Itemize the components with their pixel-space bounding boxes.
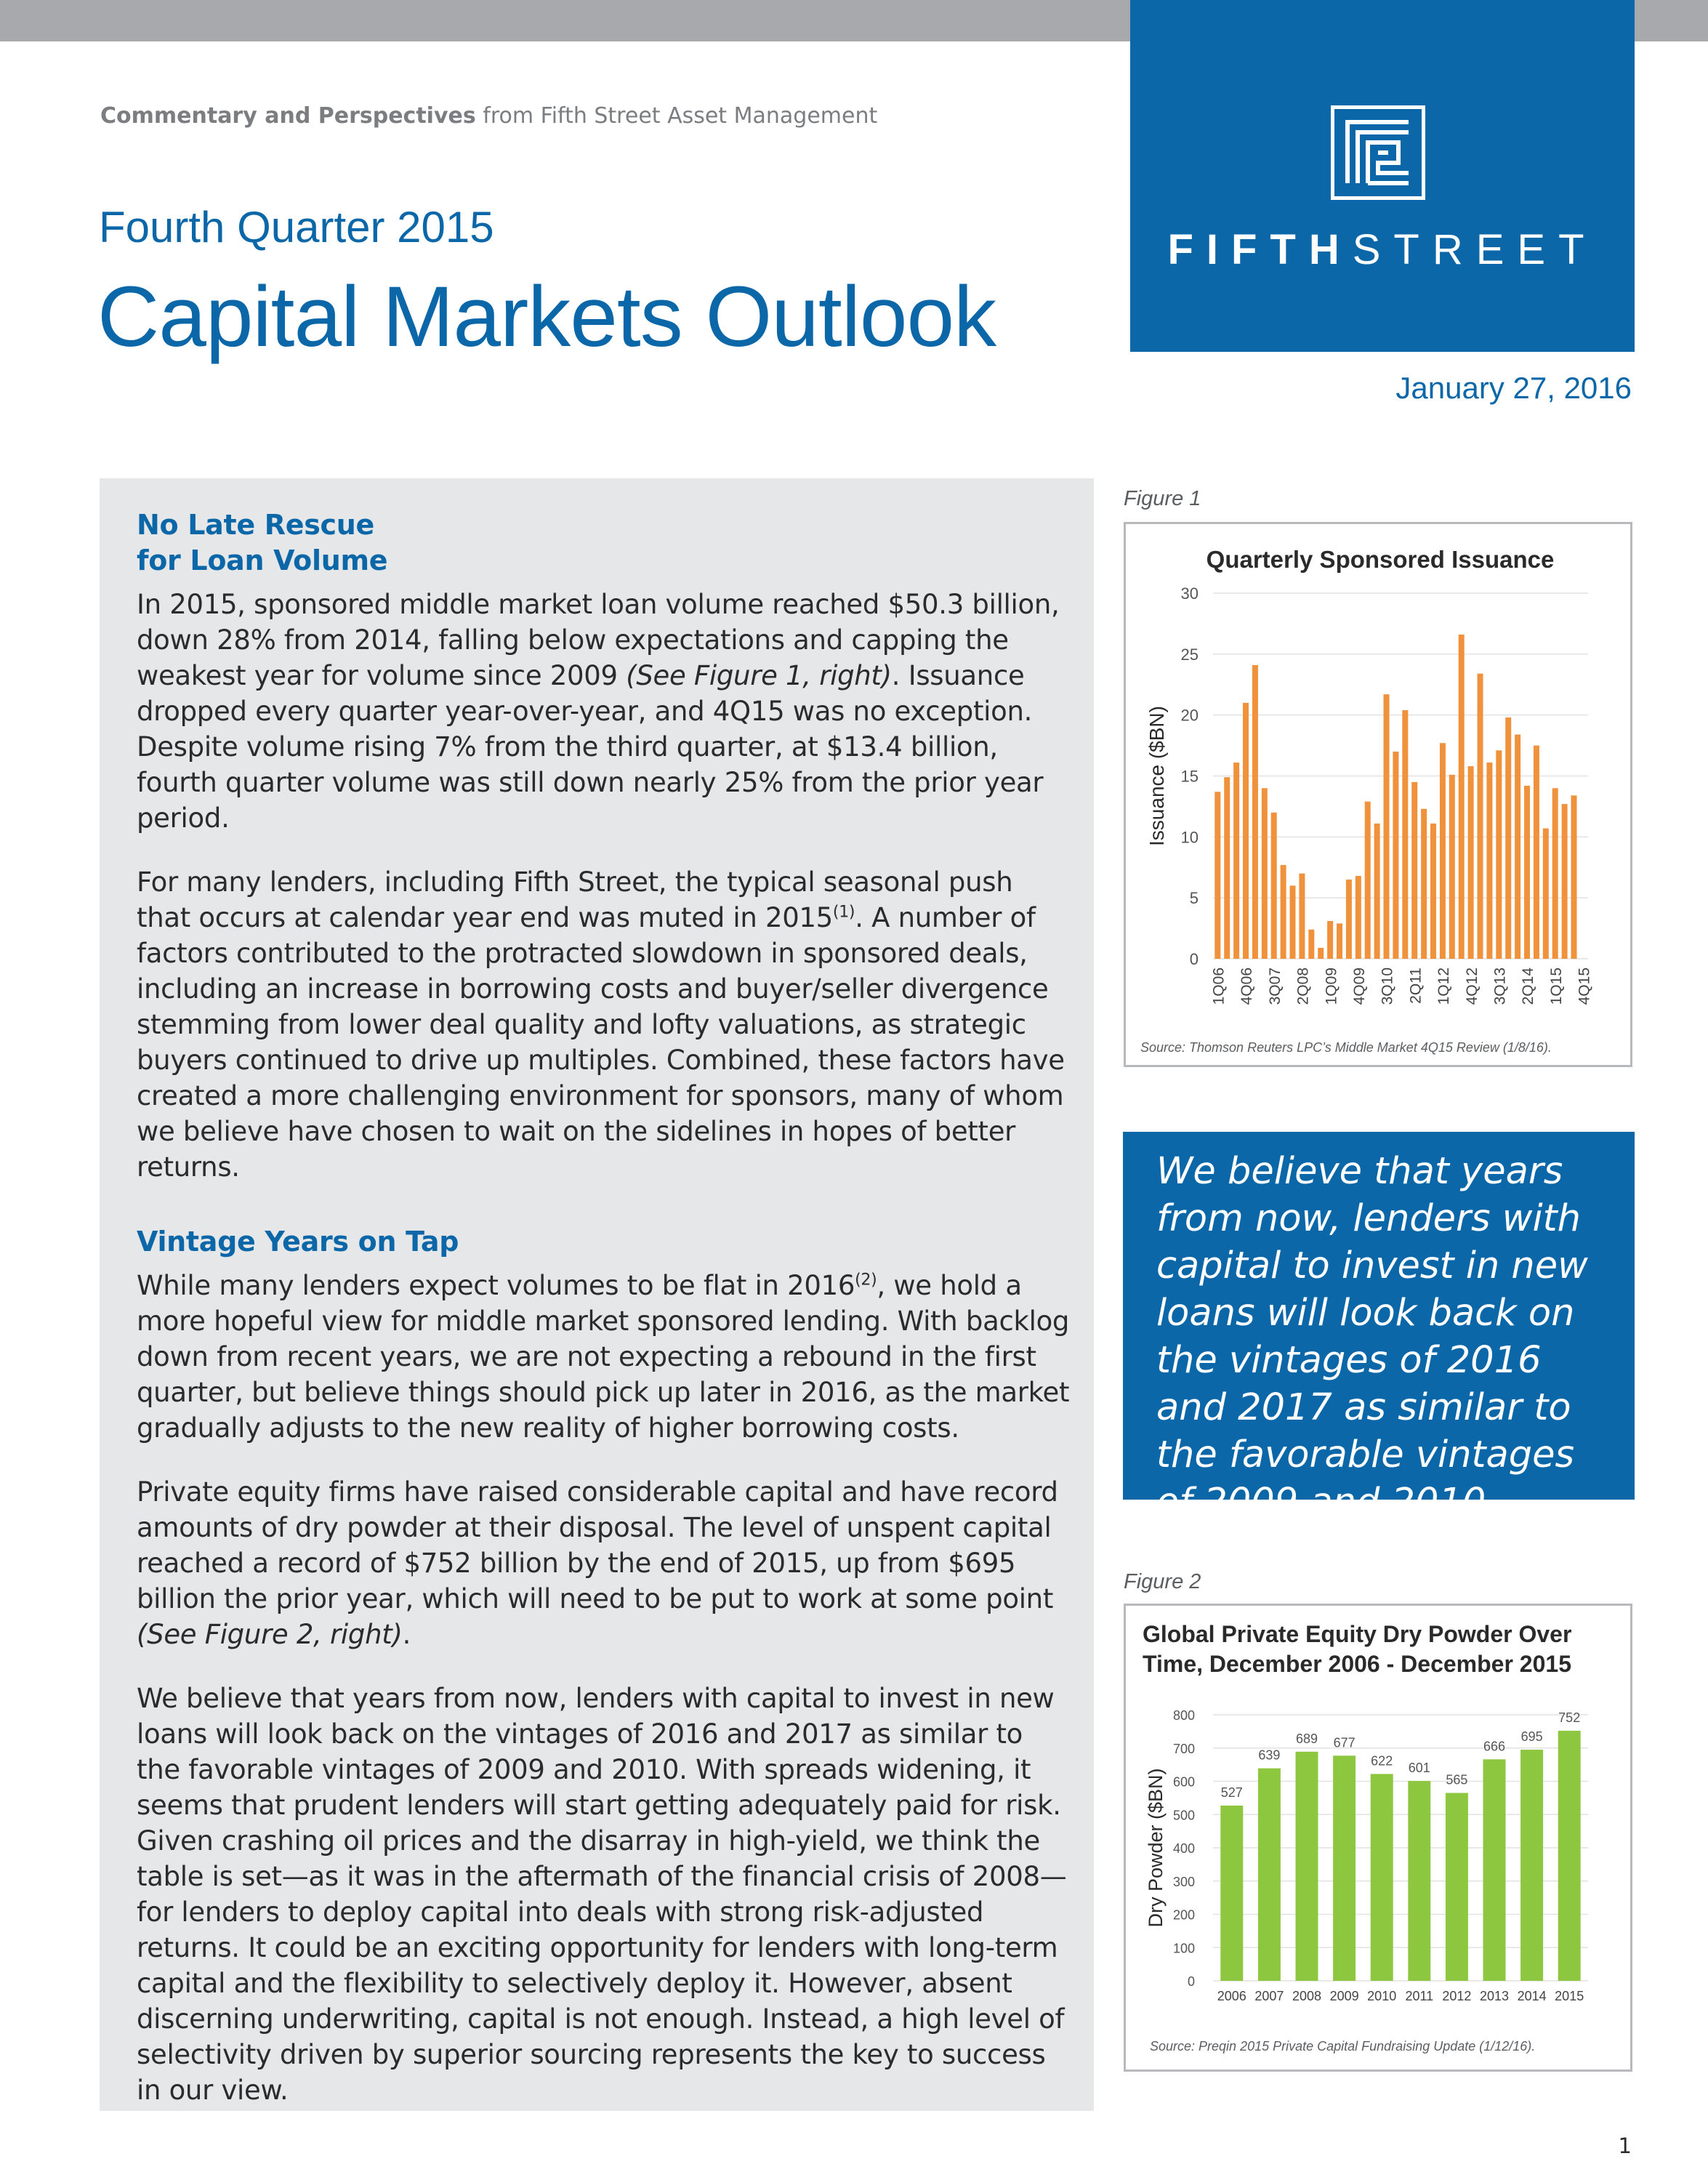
chart-1-bar [1290, 885, 1296, 959]
chart-1-bar [1524, 786, 1530, 959]
chart-1-bar [1534, 746, 1539, 959]
chart-2-data-label: 527 [1220, 1785, 1243, 1800]
chart-1-bar [1355, 876, 1361, 959]
chart-1-bar [1281, 865, 1286, 959]
chart-1-x-tick-label: 4Q09 [1350, 968, 1368, 1005]
chart-1-bar [1393, 752, 1398, 959]
chart-2-y-tick-label: 100 [1172, 1941, 1195, 1956]
chart-2-bar [1258, 1769, 1281, 1981]
chart-1-bar [1430, 824, 1436, 959]
report-date: January 27, 2016 [1395, 371, 1632, 405]
chart-2-y-tick-label: 500 [1172, 1808, 1195, 1823]
paragraph-3: While many lenders expect volumes to be flat in 2016$^{(2)}$, we hold a more hopeful view for middle market sponsored lending. With backlog down from recent years, we are not expecting a rebound in the first quarter, but believe things should pick up later in 2016, as the market gradually adjusts to the new reality of higher borrowing costs. [137, 1270, 1070, 1444]
article-body [137, 507, 1071, 2136]
chart-1-x-tick-label: 3Q07 [1266, 968, 1284, 1005]
chart-2-y-tick-label: 700 [1172, 1741, 1195, 1756]
pull-quote-box [1123, 1132, 1635, 1524]
chart-2-data-label: 622 [1371, 1753, 1393, 1769]
chart-1-x-tick-label: 4Q06 [1238, 968, 1256, 1005]
chart-2-data-label: 677 [1333, 1735, 1355, 1750]
chart-2-title-line-1: Global Private Equity Dry Powder Over [1143, 1621, 1572, 1647]
chart-1-bar [1384, 694, 1390, 959]
chart-1-bar [1478, 674, 1483, 959]
chart-1-bar [1271, 813, 1277, 959]
chart-2-x-tick-label: 2012 [1442, 1989, 1472, 2003]
chart-2-data-label: 565 [1446, 1772, 1468, 1787]
section-heading-vintage-years: Vintage Years on Tap [137, 1226, 459, 1258]
chart-2-data-label: 752 [1558, 1710, 1581, 1725]
chart-1-bar [1327, 921, 1333, 959]
chart-1-bar [1440, 743, 1446, 959]
chart-2-x-tick-label: 2015 [1555, 1989, 1584, 2003]
chart-1-bar [1346, 880, 1352, 959]
chart-2-data-label: 666 [1483, 1739, 1506, 1754]
chart-1-bar [1233, 763, 1239, 959]
chart-1-x-tick-label: 4Q15 [1576, 968, 1593, 1005]
pull-quote-text: We believe that years from now, lenders with capital to invest in new loans will look back on the vintages of 2016 and 2017 as similar to the favorable vintages of 2009 and 2010. [1156, 1150, 1588, 1524]
chart-2-data-label: 695 [1520, 1729, 1543, 1745]
chart-1-bar [1486, 763, 1492, 959]
chart-1-x-tick-label: 2Q14 [1520, 968, 1537, 1005]
chart-1-bar [1224, 777, 1230, 959]
chart-1-x-tick-label: 1Q06 [1210, 968, 1228, 1005]
figure-2-frame [1124, 1604, 1632, 2072]
chart-2-data-label: 601 [1408, 1761, 1430, 1776]
chart-1-y-tick-label: 0 [1189, 950, 1199, 968]
chart-2-x-tick-label: 2010 [1367, 1989, 1397, 2003]
chart-1-x-tick-label: 3Q13 [1491, 968, 1509, 1005]
chart-2-x-tick-label: 2011 [1405, 1989, 1434, 2003]
chart-2-x-tick-label: 2006 [1217, 1989, 1246, 2003]
chart-2-bar [1371, 1774, 1393, 1981]
chart-2-x-tick-label: 2008 [1292, 1989, 1322, 2003]
figure-1-frame [1124, 522, 1632, 1067]
chart-2-bar [1408, 1781, 1430, 1981]
chart-1-bar [1308, 930, 1314, 959]
chart-1-bar [1459, 635, 1465, 959]
chart-1-bar [1402, 710, 1408, 959]
chart-1-title: Quarterly Sponsored Issuance [1206, 546, 1555, 573]
chart-1-y-tick-label: 25 [1180, 645, 1199, 664]
chart-1-y-tick-label: 5 [1189, 889, 1199, 908]
chart-1-bar [1552, 788, 1558, 959]
chart-1-bar [1571, 795, 1577, 959]
figure-1-label: Figure 1 [1124, 487, 1201, 510]
fifth-street-logo-icon [1331, 105, 1425, 200]
chart-2-x-tick-label: 2013 [1479, 1989, 1510, 2003]
chart-1-source: Source: Thomson Reuters LPC’s Middle Market 4Q15 Review (1/8/16). [1140, 1040, 1552, 1055]
chart-1-y-tick-label: 20 [1180, 706, 1199, 725]
header-kicker: Commentary and Perspectives from Fifth Street Asset Management [100, 103, 878, 129]
chart-2-y-tick-label: 800 [1172, 1708, 1195, 1723]
chart-2-y-axis-label: Dry Powder ($BN) [1145, 1768, 1167, 1928]
chart-1-x-tick-label: 3Q10 [1379, 968, 1396, 1005]
chart-2-x-tick-label: 2014 [1517, 1989, 1547, 2003]
chart-1-bar [1337, 923, 1342, 959]
paragraph-4: Private equity firms have raised considerable capital and have record amounts of dry powder at their disposal. The level of unspent capital reached a record of $752 billion by the end of 2015, up from $695 billion the prior year, which will need to be put to work at some point (See Figure 2, right). [137, 1476, 1058, 1650]
chart-2-bar [1483, 1759, 1506, 1981]
section-heading-loan-volume: No Late Rescue for Loan Volume [137, 509, 388, 576]
chart-2-title-line-2: Time, December 2006 - December 2015 [1143, 1651, 1571, 1677]
chart-1-bar [1468, 766, 1474, 959]
chart-1-bar [1318, 948, 1324, 959]
chart-1-x-tick-label: 2Q08 [1294, 968, 1312, 1005]
chart-1-x-tick-label: 4Q12 [1463, 968, 1481, 1005]
chart-2-data-label: 689 [1295, 1731, 1318, 1746]
chart-1-y-tick-label: 30 [1180, 584, 1199, 603]
chart-1-bar [1374, 824, 1380, 959]
paragraph-1: In 2015, sponsored middle market loan volume reached $50.3 billion, down 28% from 2014, falling below expectations and capping the weakest year for volume since 2009 (See Figure 1, right). Issuance dropped every quarter year-over-year, and 4Q15 was no exception. Despite volume rising 7% from the third quarter, at $13.4 billion, fourth quarter volume was still down nearly 25% from the prior year period. [137, 589, 1060, 834]
chart-1-y-tick-label: 10 [1180, 828, 1199, 847]
chart-1-bar [1365, 802, 1371, 959]
chart-2-data-label: 639 [1258, 1747, 1281, 1763]
paragraph-2: For many lenders, including Fifth Street, the typical seasonal push that occurs at calendar year end was muted in 2015$^{(1)}$. A number of factors contributed to the protracted slowdown in sponsored deals, including an increase in borrowing costs and buyer/seller divergence stemming from lower deal quality and lofty valuations, as strategic buyers continued to drive up multiples. Combined, these factors have created a more challenging environment for sponsors, many of whom we believe have chosen to wait on the sidelines in hopes of better returns. [137, 866, 1065, 1183]
chart-1-x-tick-label: 1Q12 [1435, 968, 1453, 1005]
logo-wordmark: FIFTHSTREET [1167, 226, 1598, 273]
paragraph-5: We believe that years from now, lenders with capital to invest in new loans will look back on the vintages of 2016 and 2017 as similar to the favorable vintages of 2009 and 2010. With spreads widening, it seems that prudent lenders will start getting adequately paid for risk. Given crashing oil prices and the disarray in high-yield, we think the table is set—as it was in the aftermath of the financial crisis of 2008—for lenders to deploy capital into deals with strong risk-adjusted returns. It could be an exciting opportunity for lenders with long-term capital and the flexibility to selectively deploy it. However, absent discerning underwriting, capital is not enough. Instead, a high level of selectivity driven by superior sourcing represents the key to success in our view. [137, 1683, 1067, 2106]
chart-1-bar [1214, 792, 1220, 959]
figure-2-label: Figure 2 [1124, 1570, 1201, 1593]
chart-2-source: Source: Preqin 2015 Private Capital Fundraising Update (1/12/16). [1150, 2039, 1536, 2054]
chart-1-bar [1243, 703, 1249, 959]
chart-1-bar [1252, 665, 1258, 959]
dry-powder-chart [1126, 1606, 1630, 2070]
chart-1-bar [1505, 717, 1511, 959]
chart-1-y-axis-label: Issuance ($BN) [1145, 706, 1168, 846]
chart-2-y-tick-label: 300 [1172, 1874, 1195, 1889]
chart-2-bar [1446, 1793, 1468, 1981]
chart-1-x-tick-label: 2Q11 [1407, 968, 1425, 1004]
chart-2-y-tick-label: 0 [1187, 1974, 1195, 1989]
chart-2-bar [1520, 1750, 1543, 1981]
chart-1-x-tick-label: 1Q09 [1323, 968, 1340, 1005]
chart-1-bar [1496, 750, 1502, 959]
chart-2-bar [1220, 1806, 1243, 1981]
chart-1-bar [1543, 829, 1549, 959]
chart-1-bar [1515, 734, 1520, 959]
chart-1-bar [1411, 782, 1417, 959]
chart-1-y-tick-label: 15 [1180, 767, 1199, 786]
report-title: Capital Markets Outlook [97, 269, 996, 365]
chart-2-x-tick-label: 2007 [1254, 1989, 1284, 2003]
fifth-street-logo-block [1130, 0, 1635, 352]
chart-2-y-tick-label: 600 [1172, 1774, 1195, 1790]
chart-1-bar [1421, 809, 1427, 959]
chart-2-bar [1558, 1731, 1581, 1981]
chart-1-x-tick-label: 1Q15 [1547, 968, 1565, 1005]
chart-1-bar [1299, 874, 1305, 959]
chart-1-bar [1262, 788, 1268, 959]
chart-2-bar [1333, 1755, 1355, 1981]
chart-2-y-tick-label: 400 [1172, 1841, 1195, 1856]
chart-1-bar [1449, 775, 1455, 959]
page-number: 1 [1618, 2133, 1632, 2158]
chart-1-bar [1562, 804, 1568, 959]
chart-2-y-tick-label: 200 [1172, 1907, 1195, 1923]
chart-2-bar [1296, 1752, 1318, 1981]
sponsored-issuance-chart [1126, 524, 1630, 1065]
chart-2-x-tick-label: 2009 [1329, 1989, 1359, 2003]
report-subtitle: Fourth Quarter 2015 [99, 203, 494, 252]
